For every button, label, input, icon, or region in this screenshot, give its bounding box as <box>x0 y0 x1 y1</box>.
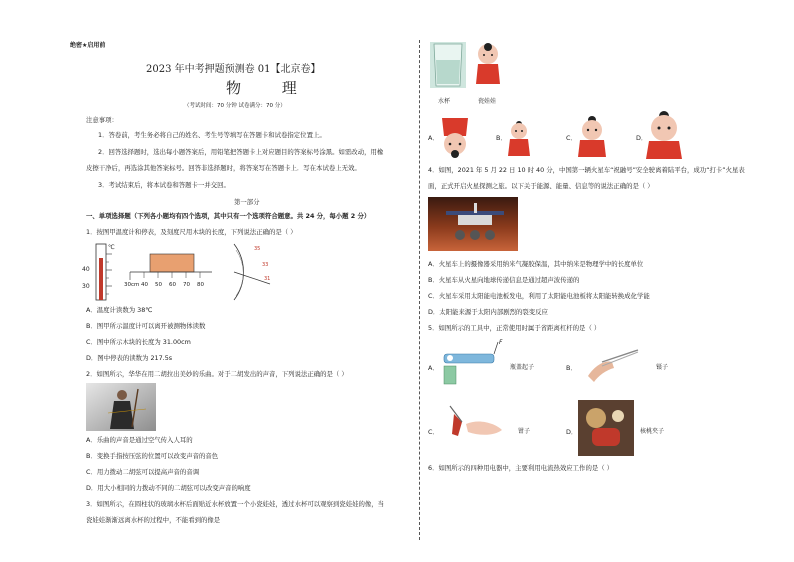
section-heading: 一、单项选择题（下列各小题均有四个选项，其中只有一个选项符合题意。共 24 分，每小题 2 分） <box>86 212 371 220</box>
q4-option-a: A．火星车上的摄像器采用纳米气凝胶保温，其中纳米是物理学中的长度单位 <box>428 260 644 268</box>
q6-stem: 6．如图所示的四种用电器中，主要利用电流热效应工作的是（ ） <box>428 464 614 472</box>
ruler-label-60: 60 <box>169 282 176 288</box>
stopwatch-label-35: 35 <box>254 246 261 252</box>
q3-option-a-letter: A． <box>428 134 439 142</box>
ruler-label-40: 40 <box>141 282 148 288</box>
ruler-figure <box>124 254 212 288</box>
q5-option-b-name: 镊子 <box>656 364 669 371</box>
bottle-opener-image <box>440 336 506 386</box>
q5-option-c-letter: C． <box>428 428 439 436</box>
stopwatch-label-31: 31 <box>264 276 271 282</box>
q2-option-a: A．乐曲的声音是通过空气传入人耳的 <box>86 436 193 444</box>
q4-option-c: C．火星车采用太阳能电池板发电，利用了太阳能电池板将太阳能转换成化学能 <box>428 292 650 300</box>
q3-stem-line1: 3．如图所示，在圆柱状的玻璃水杯后面贴近水杯放置一个小瓷娃娃，透过水杯可以观察到瓷娃娃的像，当 <box>86 500 385 508</box>
exam-info: （考试时间：70 分钟 试卷满分：70 分） <box>184 103 286 109</box>
q2-option-c: C．用力拨动二胡弦可以提高声音的音调 <box>86 468 200 476</box>
thermo-label-30: 30 <box>82 283 90 290</box>
q1-option-c: C．图中所示木块的长度为 31.00cm <box>86 338 191 346</box>
q3-option-c-letter: C． <box>566 134 577 142</box>
q2-stem: 2．如图所示，华华在用二胡拉出美妙的乐曲。对于二胡发出的声音，下列说法正确的是（ ） <box>86 370 348 378</box>
q4-stem-line2: 面，正式开启火星探测之旅。以下关于能源、能量、信息等的说法正确的是（ ） <box>428 182 654 190</box>
part-label: 第一部分 <box>234 198 260 206</box>
q5-option-a-name: 瓶盖起子 <box>510 364 535 371</box>
q5-option-d-name: 核桃夹子 <box>640 428 665 435</box>
q5-option-d-letter: D． <box>566 428 578 436</box>
column-divider <box>419 40 420 540</box>
q5-stem: 5．如图所示的工具中，正常使用时属于省距离杠杆的是（ ） <box>428 324 601 332</box>
q2-option-b: B．变换手指按压弦的位置可以改变声音的音色 <box>86 452 219 460</box>
q3-figures <box>428 40 508 96</box>
stopwatch-figure <box>234 244 270 300</box>
erhu-player-photo <box>86 383 156 431</box>
ruler-label-80: 80 <box>197 282 204 288</box>
ruler-label-30: 30cm <box>124 282 140 288</box>
note-2-cont: 皮擦干净后，再选涂其他答案标号。回答非选择题时，将答案写在答题卡上．写在本试卷上无效。 <box>86 164 361 172</box>
q5-option-c-name: 钳子 <box>518 428 531 435</box>
secret-mark: 绝密★启用前 <box>70 42 106 49</box>
q5-option-b-letter: B． <box>566 364 577 372</box>
ruler-label-50: 50 <box>155 282 162 288</box>
q3-option-b-letter: B． <box>496 134 507 142</box>
q3-option-b-image <box>506 118 532 158</box>
exam-title: 2023 年中考押题预测卷 01【北京卷】 <box>146 64 321 75</box>
mars-rover-photo <box>428 197 518 251</box>
q4-option-b: B．火星车从火星向地球传递信息是通过超声波传递的 <box>428 276 580 284</box>
nutcracker-image <box>578 400 634 456</box>
q1-option-a: A．温度计读数为 38℃ <box>86 306 153 314</box>
note-3: 3．考试结束后，将本试卷和答题卡一并交回。 <box>98 181 230 189</box>
q4-stem-line1: 4．如图，2021 年 5 月 22 日 10 时 40 分，中国第一辆火星车“祝融号”安全驶离着陆平台，成功“打卡”火星表 <box>428 166 745 174</box>
notes-title: 注意事项： <box>86 116 118 124</box>
q3-option-c-image <box>576 114 608 158</box>
label-doll: 瓷娃娃 <box>478 98 497 105</box>
tweezers-image <box>582 346 642 384</box>
stopwatch-label-33: 33 <box>262 262 269 268</box>
q2-option-d: D．用大小相同的力拨动不同的二胡弦可以改变声音的响度 <box>86 484 251 492</box>
force-label: F <box>499 339 503 346</box>
pliers-image <box>440 400 510 444</box>
q1-option-b: B．图甲所示温度计可以离开被测物体读数 <box>86 322 206 330</box>
glass-cup-photo <box>430 42 466 88</box>
q1-figures <box>84 240 294 302</box>
subject-title: 物 理 <box>226 79 315 97</box>
thermo-label-40: 40 <box>82 266 90 273</box>
note-1: 1．答卷前，考生务必将自己的姓名、考生号等填写在答题卡和试卷指定位置上。 <box>98 131 326 139</box>
ruler-label-70: 70 <box>183 282 190 288</box>
q1-stem: 1．按图甲温度计和停表，及刻度尺用木块的长度，下列说法正确的是（ ） <box>86 228 297 236</box>
note-2: 2．回答选择题时，选出每小题答案后，用铅笔把答题卡上对应题目的答案标号涂黑。如需改动，用橡 <box>98 148 384 156</box>
q5-option-a-letter: A． <box>428 364 439 372</box>
q3-option-d-image <box>644 110 684 160</box>
thermo-unit: ℃ <box>108 244 115 251</box>
q3-option-a-image <box>438 114 472 158</box>
q1-option-d: D．图中停表的读数为 217.5s <box>86 354 173 362</box>
q3-option-d-letter: D． <box>636 134 648 142</box>
q4-option-d: D．太阳能来源于太阳内部剧烈的裂变反应 <box>428 308 548 316</box>
label-glass: 水杯 <box>438 98 451 105</box>
thermometer-figure <box>82 244 115 300</box>
porcelain-doll-photo <box>476 43 500 84</box>
q3-stem-line2: 瓷娃娃渐渐远离水杯的过程中，不能看到的像是 <box>86 516 221 524</box>
